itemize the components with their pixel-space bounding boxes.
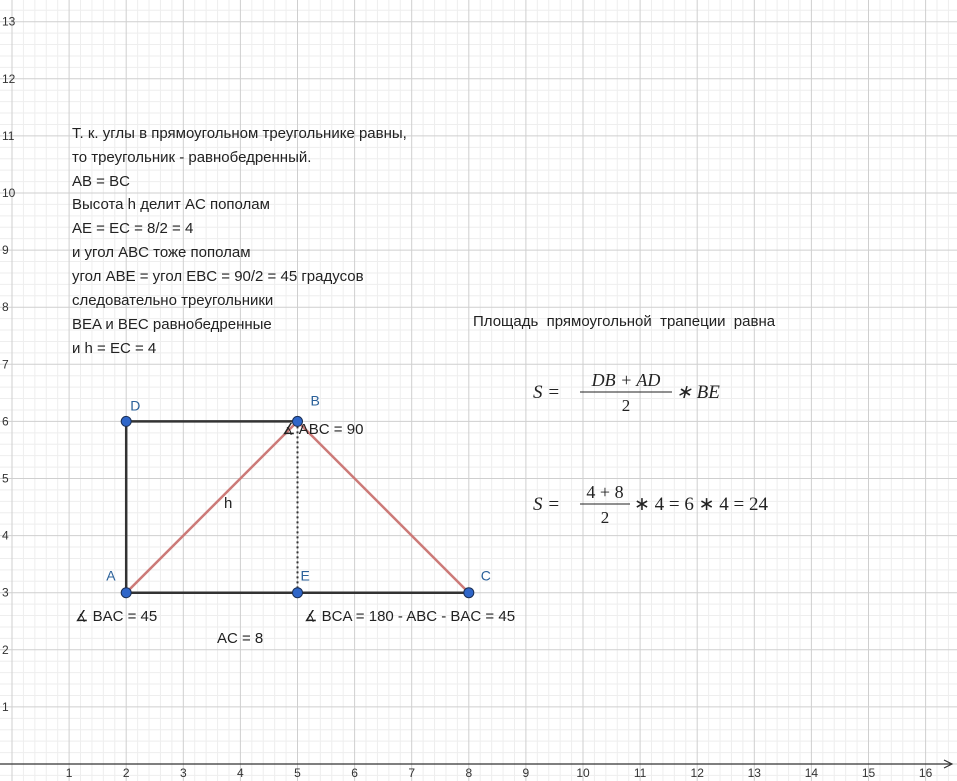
x-tick-label: 14 <box>804 766 819 780</box>
formula2-numerator: 4 + 8 <box>586 482 624 502</box>
point-label-c: C <box>480 567 491 584</box>
y-tick-label: 2 <box>2 642 9 657</box>
x-tick-label: 16 <box>918 766 933 780</box>
explanation-line: AB = BC <box>72 173 130 190</box>
y-tick-label: 3 <box>2 585 9 600</box>
y-tick-label: 4 <box>2 528 9 543</box>
shapes <box>126 421 469 592</box>
x-tick-label: 10 <box>576 766 590 780</box>
explanation-text <box>72 125 407 357</box>
point-a[interactable] <box>121 588 131 598</box>
x-tick-label: 4 <box>237 766 244 780</box>
point-e[interactable] <box>293 588 303 598</box>
area-formula-numeric <box>533 482 769 527</box>
y-tick-label: 8 <box>2 300 9 315</box>
segment-ab[interactable] <box>126 421 297 592</box>
y-tick-label: 10 <box>2 186 16 200</box>
x-tick-label: 15 <box>861 766 876 780</box>
y-tick-label: 11 <box>2 128 15 143</box>
x-tick-label: 13 <box>747 766 761 780</box>
x-tick-label: 1 <box>65 766 73 780</box>
angle-bac-label: ∡ BAC = 45 <box>75 608 158 625</box>
x-tick-label: 7 <box>408 766 416 780</box>
explanation-line: следовательно треугольники <box>72 292 274 309</box>
y-tick-label: 12 <box>2 71 16 86</box>
geometry-labels <box>75 421 515 647</box>
x-tick-label: 11 <box>633 766 647 780</box>
explanation-line: BEA и BEC равнобедренные <box>72 316 272 333</box>
x-tick-label: 12 <box>690 766 704 780</box>
explanation-line: то треугольник - равнобедренный. <box>72 149 312 166</box>
point-c[interactable] <box>464 588 474 598</box>
y-tick-label: 13 <box>2 14 16 29</box>
explanation-line: Высота h делит AC пополам <box>72 196 270 213</box>
x-tick-label: 8 <box>465 766 473 780</box>
angle-abc-label: ∡ ABC = 90 <box>282 421 364 438</box>
height-label: h <box>224 495 233 512</box>
y-tick-label: 9 <box>2 243 9 258</box>
area-heading: Площадь прямоугольной трапеции равна <box>473 313 776 330</box>
y-tick-label: 6 <box>2 414 9 429</box>
x-tick-label: 2 <box>122 766 130 780</box>
explanation-line: угол ABE = угол EBC = 90/2 = 45 градусов <box>72 268 364 285</box>
formula1-denominator: 2 <box>621 396 631 415</box>
y-tick-label: 5 <box>2 471 9 486</box>
explanation-line: AE = EC = 8/2 = 4 <box>72 220 194 237</box>
point-label-a: A <box>106 567 116 584</box>
formula2-lhs: S = <box>533 494 561 515</box>
area-formula-general <box>533 370 720 415</box>
angle-bca-label: ∡ BCA = 180 - ABC - BAC = 45 <box>304 608 516 625</box>
formula2-denominator: 2 <box>600 508 610 527</box>
formula1-lhs: S = <box>533 382 561 403</box>
x-tick-label: 9 <box>522 766 530 780</box>
x-tick-label: 3 <box>179 766 187 780</box>
ac-length-label: AC = 8 <box>217 630 264 647</box>
point-label-e: E <box>300 567 310 584</box>
formula1-numerator: DB + AD <box>591 370 661 390</box>
y-tick-label: 1 <box>2 699 9 714</box>
explanation-line: Т. к. углы в прямоугольном треугольнике равны, <box>72 125 407 142</box>
x-tick-label: 5 <box>294 766 301 780</box>
formula1-rest: ∗ BE <box>676 382 720 403</box>
point-d[interactable] <box>121 416 131 426</box>
formula2-rest: ∗ 4 = 6 ∗ 4 = 24 <box>634 494 769 515</box>
point-label-d: D <box>130 397 141 414</box>
y-tick-label: 7 <box>2 357 9 372</box>
x-tick-label: 6 <box>351 766 358 780</box>
explanation-line: и h = EC = 4 <box>72 340 157 357</box>
segment-bc[interactable] <box>298 421 469 592</box>
explanation-line: и угол ABC тоже пополам <box>72 244 251 261</box>
point-label-b: B <box>310 392 320 409</box>
